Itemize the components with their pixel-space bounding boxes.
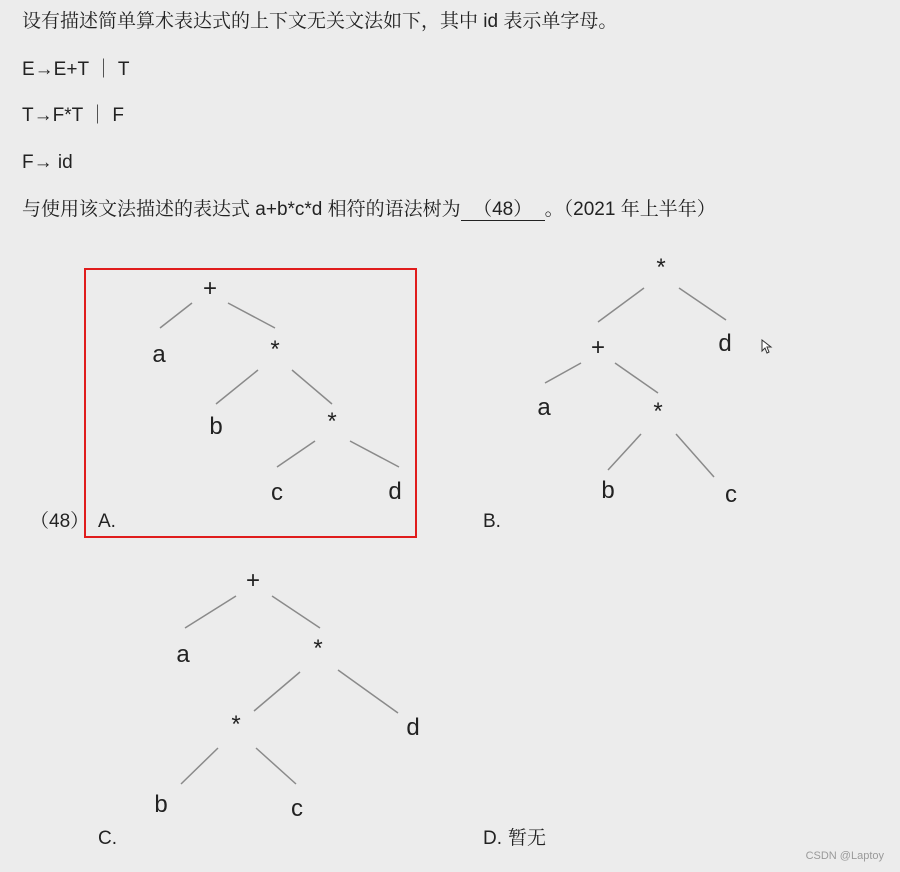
tree-b-node-plus: + xyxy=(590,334,606,361)
tree-b-node-root: * xyxy=(656,254,666,281)
tree-c-node-b: b xyxy=(154,791,168,818)
prompt-before: 与使用该文法描述的表达式 a+b*c*d 相符的语法树为 xyxy=(22,199,461,220)
edge xyxy=(545,363,581,383)
tree-b-node-c: c xyxy=(725,481,737,508)
mouse-cursor-icon xyxy=(761,339,773,355)
selected-answer-highlight xyxy=(84,268,417,538)
edge xyxy=(185,596,236,628)
edge xyxy=(181,748,218,784)
edge xyxy=(598,288,644,322)
edge xyxy=(615,363,658,393)
edge xyxy=(676,434,714,477)
grammar-rule-f: F→ id xyxy=(22,152,73,173)
tree-a-node-mul1: * xyxy=(270,336,280,363)
grammar-rule-t: T→F*T ｜ F xyxy=(22,105,125,126)
tree-a-node-c: c xyxy=(271,479,283,506)
edge xyxy=(256,748,296,784)
option-b-label[interactable]: B. xyxy=(483,511,501,532)
edge xyxy=(608,434,641,470)
answer-blank: （48） xyxy=(461,200,545,221)
tree-a-node-mul2: * xyxy=(327,408,337,435)
tree-b-node-mul: * xyxy=(653,398,663,425)
option-d-text: 暂无 xyxy=(508,828,547,849)
option-d-label: D. xyxy=(483,828,502,849)
option-a-label[interactable]: A. xyxy=(98,511,116,532)
tree-a-node-d: d xyxy=(388,478,402,505)
tree-c-node-a: a xyxy=(176,641,190,668)
edge xyxy=(679,288,726,320)
edge xyxy=(338,670,398,713)
tree-b-node-a: a xyxy=(537,394,551,421)
prompt-after: 。（2021 年上半年） xyxy=(544,199,716,220)
watermark: CSDN @Laptoy xyxy=(805,850,884,862)
tree-b-node-b: b xyxy=(601,477,615,504)
tree-c-node-mul1: * xyxy=(313,635,323,662)
tree-a-node-b: b xyxy=(209,413,223,440)
edge xyxy=(272,596,320,628)
option-d[interactable] xyxy=(483,827,546,851)
edge xyxy=(254,672,300,711)
option-c-label[interactable]: C. xyxy=(98,828,117,849)
tree-c-node-mul2: * xyxy=(231,711,241,738)
question-intro: 设有描述简单算术表达式的上下文无关文法如下，其中 id 表示单字母。 xyxy=(22,11,618,32)
tree-a-node-a: a xyxy=(152,341,166,368)
tree-c-node-root: + xyxy=(245,567,261,594)
tree-c-node-d: d xyxy=(406,714,420,741)
question-number: （48） xyxy=(30,511,90,532)
tree-b-node-d: d xyxy=(718,330,732,357)
tree-c-node-c: c xyxy=(291,795,303,822)
grammar-rule-e: E→E+T ｜ T xyxy=(22,59,130,80)
tree-a-node-root: + xyxy=(202,275,218,302)
